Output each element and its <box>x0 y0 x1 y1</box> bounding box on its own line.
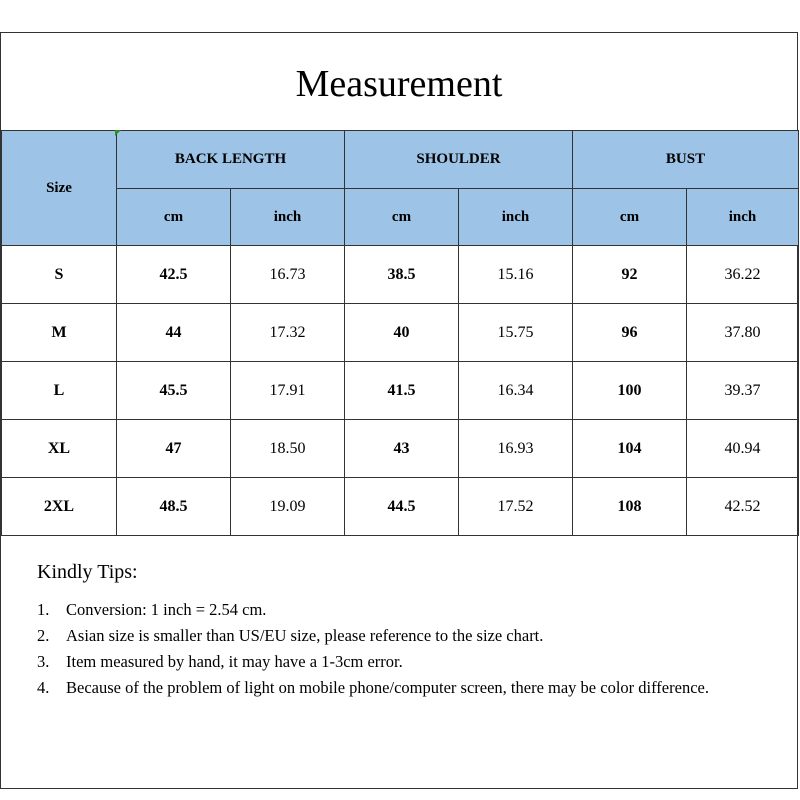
back-length-cm-cell: 45.5 <box>117 362 231 420</box>
unit-header: inch <box>459 189 573 246</box>
bust-inch-cell: 42.52 <box>687 478 799 536</box>
table-row <box>2 420 799 478</box>
unit-header: cm <box>573 189 687 246</box>
table-row <box>2 362 799 420</box>
size-cell: 2XL <box>2 478 117 536</box>
unit-header: inch <box>231 189 345 246</box>
shoulder-inch-cell: 17.52 <box>459 478 573 536</box>
header-row-groups <box>2 131 799 189</box>
list-item <box>37 597 777 623</box>
list-item <box>37 675 777 701</box>
list-item-text: Conversion: 1 inch = 2.54 cm. <box>66 600 267 619</box>
back-length-inch-cell: 17.91 <box>231 362 345 420</box>
header-row-units <box>2 189 799 246</box>
shoulder-inch-cell: 15.75 <box>459 304 573 362</box>
back-length-inch-cell: 16.73 <box>231 246 345 304</box>
unit-header: inch <box>687 189 799 246</box>
shoulder-cm-cell: 44.5 <box>345 478 459 536</box>
size-cell: L <box>2 362 117 420</box>
shoulder-cm-cell: 40 <box>345 304 459 362</box>
list-number: 1. <box>37 600 50 619</box>
back-length-cm-cell: 47 <box>117 420 231 478</box>
bust-inch-cell: 39.37 <box>687 362 799 420</box>
bust-cm-cell: 96 <box>573 304 687 362</box>
bust-inch-cell: 36.22 <box>687 246 799 304</box>
unit-header: cm <box>345 189 459 246</box>
bust-header: BUST <box>573 131 799 189</box>
size-cell: M <box>2 304 117 362</box>
shoulder-inch-cell: 16.34 <box>459 362 573 420</box>
table-row <box>2 304 799 362</box>
list-number: 3. <box>37 652 50 671</box>
tips-heading: Kindly Tips: <box>37 561 138 583</box>
bust-cm-cell: 92 <box>573 246 687 304</box>
list-number: 4. <box>37 678 50 697</box>
bust-inch-cell: 37.80 <box>687 304 799 362</box>
shoulder-cm-cell: 43 <box>345 420 459 478</box>
back-length-cm-cell: 44 <box>117 304 231 362</box>
back-length-inch-cell: 18.50 <box>231 420 345 478</box>
back-length-inch-cell: 17.32 <box>231 304 345 362</box>
bust-cm-cell: 108 <box>573 478 687 536</box>
shoulder-cm-cell: 38.5 <box>345 246 459 304</box>
size-chart-frame <box>0 32 798 789</box>
bust-cm-cell: 104 <box>573 420 687 478</box>
size-cell: S <box>2 246 117 304</box>
size-table <box>1 130 799 536</box>
shoulder-inch-cell: 16.93 <box>459 420 573 478</box>
cell-corner-marker <box>115 130 121 136</box>
back-length-inch-cell: 19.09 <box>231 478 345 536</box>
table-row <box>2 246 799 304</box>
bust-cm-cell: 100 <box>573 362 687 420</box>
list-item-text: Asian size is smaller than US/EU size, please reference to the size chart. <box>66 626 544 645</box>
list-item <box>37 623 777 649</box>
list-item-text: Because of the problem of light on mobile phone/computer screen, there may be color difference. <box>66 678 709 697</box>
list-number: 2. <box>37 626 50 645</box>
tips-section <box>37 561 777 701</box>
back-length-cm-cell: 42.5 <box>117 246 231 304</box>
page-title: Measurement <box>295 62 503 105</box>
shoulder-inch-cell: 15.16 <box>459 246 573 304</box>
size-column-header: Size <box>2 131 117 246</box>
bust-inch-cell: 40.94 <box>687 420 799 478</box>
shoulder-header: SHOULDER <box>345 131 573 189</box>
list-item-text: Item measured by hand, it may have a 1-3cm error. <box>66 652 403 671</box>
table-row <box>2 478 799 536</box>
back-length-header: BACK LENGTH <box>117 131 345 189</box>
back-length-cm-cell: 48.5 <box>117 478 231 536</box>
title-row <box>1 33 797 130</box>
tips-list <box>37 597 777 701</box>
unit-header: cm <box>117 189 231 246</box>
size-cell: XL <box>2 420 117 478</box>
shoulder-cm-cell: 41.5 <box>345 362 459 420</box>
list-item <box>37 649 777 675</box>
